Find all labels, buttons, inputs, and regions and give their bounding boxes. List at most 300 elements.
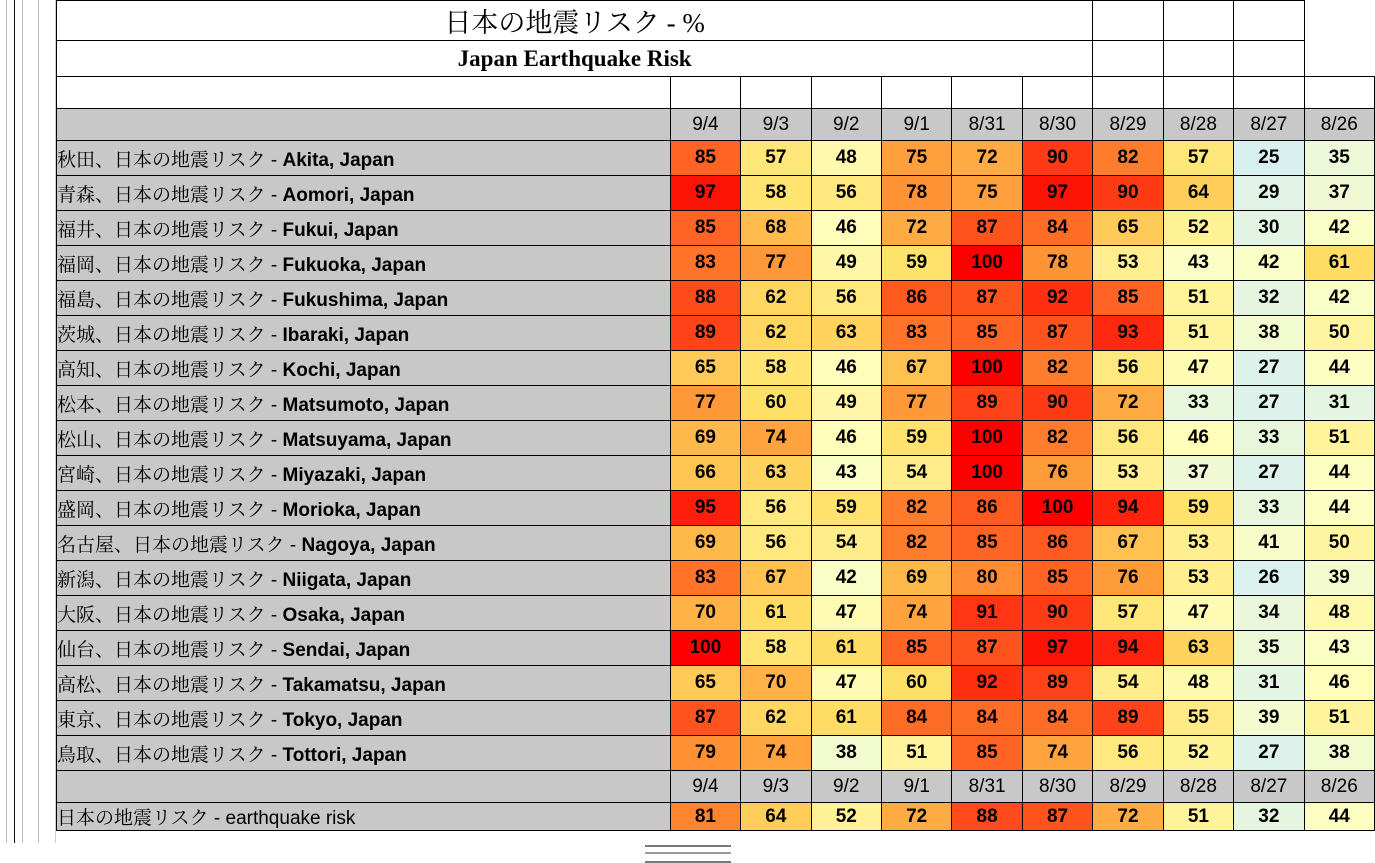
value-cell[interactable]: 56 [1093,351,1163,386]
value-cell[interactable]: 64 [1163,176,1233,211]
value-cell[interactable]: 61 [811,701,881,736]
value-cell[interactable]: 69 [670,526,740,561]
value-cell[interactable]: 76 [1022,456,1092,491]
value-cell[interactable]: 60 [741,386,811,421]
value-cell[interactable]: 85 [952,526,1022,561]
row-label-matsumoto[interactable] [57,386,671,421]
table-row [57,491,1375,526]
value-cell[interactable]: 72 [952,141,1022,176]
value-cell[interactable]: 46 [1304,666,1374,701]
table-row [57,176,1375,211]
value-cell[interactable]: 51 [1304,421,1374,456]
value-cell[interactable]: 35 [1304,141,1374,176]
column-header-9-2[interactable]: 9/2 [811,109,881,141]
value-cell[interactable]: 77 [670,386,740,421]
value-cell[interactable]: 83 [670,561,740,596]
empty-cell[interactable] [952,77,1022,109]
value-cell[interactable]: 39 [1234,701,1304,736]
value-cell[interactable]: 53 [1163,526,1233,561]
value-cell[interactable]: 38 [1304,736,1374,771]
empty-cell[interactable] [1093,1,1163,41]
value-cell[interactable]: 57 [1093,596,1163,631]
empty-cell[interactable] [1093,41,1163,77]
footer-column-header-8-26[interactable]: 8/26 [1304,771,1374,803]
value-cell[interactable]: 67 [1093,526,1163,561]
value-cell[interactable]: 84 [952,701,1022,736]
value-cell[interactable]: 48 [811,141,881,176]
row-label-miyazaki[interactable] [57,456,671,491]
clipped-value-cell[interactable]: 72 [1093,803,1163,831]
column-header-8-31[interactable]: 8/31 [952,109,1022,141]
value-cell[interactable]: 56 [1093,736,1163,771]
value-cell[interactable]: 56 [811,176,881,211]
value-cell[interactable]: 42 [1304,281,1374,316]
value-cell[interactable]: 57 [741,141,811,176]
value-cell[interactable]: 77 [881,386,951,421]
value-cell[interactable]: 90 [1022,141,1092,176]
clipped-value-cell[interactable]: 72 [881,803,951,831]
empty-cell[interactable] [881,77,951,109]
table-row [57,316,1375,351]
value-cell[interactable]: 100 [670,631,740,666]
value-cell[interactable]: 65 [1093,211,1163,246]
value-cell[interactable]: 67 [881,351,951,386]
value-cell[interactable]: 100 [952,421,1022,456]
value-cell[interactable]: 38 [811,736,881,771]
empty-cell[interactable] [1234,77,1304,109]
value-cell[interactable]: 87 [952,631,1022,666]
value-cell[interactable]: 100 [952,246,1022,281]
clipped-value-cell[interactable]: 44 [1304,803,1374,831]
value-cell[interactable]: 88 [670,281,740,316]
value-cell[interactable]: 75 [952,176,1022,211]
row-label-jp: 新潟、日本の地震リスク - [57,569,283,591]
value-cell[interactable]: 90 [1022,386,1092,421]
table-row [57,631,1375,666]
value-cell[interactable]: 74 [741,421,811,456]
value-cell[interactable]: 52 [1163,736,1233,771]
empty-cell[interactable] [1234,1,1304,41]
value-cell[interactable]: 72 [1093,386,1163,421]
value-cell[interactable]: 89 [1022,666,1092,701]
row-label-kochi[interactable] [57,351,671,386]
value-cell[interactable]: 58 [741,176,811,211]
row-label-tottori[interactable] [57,736,671,771]
row-label-niigata[interactable] [57,561,671,596]
value-cell[interactable]: 63 [1163,631,1233,666]
footer-column-header-9-3[interactable]: 9/3 [741,771,811,803]
value-cell[interactable]: 56 [741,526,811,561]
row-label-en: Sendai, Japan [282,639,411,661]
value-cell[interactable]: 82 [881,526,951,561]
clipped-value-cell[interactable]: 52 [811,803,881,831]
footer-column-header-8-30[interactable]: 8/30 [1022,771,1092,803]
value-cell[interactable]: 31 [1234,666,1304,701]
value-cell[interactable]: 82 [881,491,951,526]
footer-corner-cell[interactable] [57,771,671,803]
value-cell[interactable]: 39 [1304,561,1374,596]
value-cell[interactable]: 77 [741,246,811,281]
value-cell[interactable]: 27 [1234,736,1304,771]
value-cell[interactable]: 80 [952,561,1022,596]
row-label-osaka[interactable] [57,596,671,631]
value-cell[interactable]: 47 [811,666,881,701]
column-header-9-3[interactable]: 9/3 [741,109,811,141]
value-cell[interactable]: 95 [670,491,740,526]
value-cell[interactable]: 50 [1304,526,1374,561]
row-label-jp: 福島、日本の地震リスク - [57,289,283,311]
table-row [57,456,1375,491]
header-corner-cell[interactable] [57,109,671,141]
column-header-8-26[interactable]: 8/26 [1304,109,1374,141]
table-row [57,596,1375,631]
table-row [57,141,1375,176]
value-cell[interactable]: 90 [1093,176,1163,211]
value-cell[interactable]: 41 [1234,526,1304,561]
value-cell[interactable]: 54 [811,526,881,561]
value-cell[interactable]: 85 [881,631,951,666]
clipped-value-cell[interactable]: 88 [952,803,1022,831]
value-cell[interactable]: 51 [1304,701,1374,736]
table-row [57,666,1375,701]
value-cell[interactable]: 56 [811,281,881,316]
value-cell[interactable]: 53 [1163,561,1233,596]
row-label-fukuoka[interactable] [57,246,671,281]
row-label-aomori[interactable] [57,176,671,211]
row-label-jp: 名古屋、日本の地震リスク - [57,534,302,556]
chart-title-en: Japan Earthquake Risk [57,41,1093,77]
row-label-en: Matsuyama, Japan [282,429,452,451]
empty-cell[interactable] [670,77,740,109]
value-cell[interactable]: 51 [1163,281,1233,316]
value-cell[interactable]: 78 [1022,246,1092,281]
value-cell[interactable]: 87 [952,211,1022,246]
value-cell[interactable]: 70 [741,666,811,701]
value-cell[interactable]: 85 [952,736,1022,771]
value-cell[interactable]: 76 [1093,561,1163,596]
row-label-en: Akita, Japan [282,149,395,171]
value-cell[interactable]: 97 [1022,631,1092,666]
value-cell[interactable]: 54 [1093,666,1163,701]
row-label-jp: 東京、日本の地震リスク - [57,709,283,731]
value-cell[interactable]: 43 [1304,631,1374,666]
row-label-jp: 茨城、日本の地震リスク - [57,324,283,346]
empty-cell[interactable] [1163,1,1233,41]
value-cell[interactable]: 29 [1234,176,1304,211]
row-label-matsuyama[interactable] [57,421,671,456]
table-row [57,211,1375,246]
value-cell[interactable]: 46 [811,211,881,246]
clipped-value-cell[interactable]: 87 [1022,803,1092,831]
table-row [57,736,1375,771]
row-label-jp: 福岡、日本の地震リスク - [57,254,283,276]
clipped-value-cell[interactable]: 32 [1234,803,1304,831]
clipped-row [57,803,1375,831]
row-label-morioka[interactable] [57,491,671,526]
value-cell[interactable]: 97 [1022,176,1092,211]
value-cell[interactable]: 27 [1234,386,1304,421]
value-cell[interactable]: 74 [1022,736,1092,771]
empty-cell[interactable] [1304,77,1374,109]
value-cell[interactable]: 35 [1234,631,1304,666]
value-cell[interactable]: 55 [1163,701,1233,736]
value-cell[interactable]: 42 [811,561,881,596]
value-cell[interactable]: 74 [741,736,811,771]
row-label-en: Tokyo, Japan [282,709,403,731]
footer-column-header-9-2[interactable]: 9/2 [811,771,881,803]
row-label-jp: 高知、日本の地震リスク - [57,359,283,381]
value-cell[interactable]: 46 [811,351,881,386]
value-cell[interactable]: 69 [670,421,740,456]
value-cell[interactable]: 62 [741,281,811,316]
value-cell[interactable]: 69 [881,561,951,596]
value-cell[interactable]: 78 [881,176,951,211]
value-cell[interactable]: 31 [1304,386,1374,421]
value-cell[interactable]: 42 [1234,246,1304,281]
value-cell[interactable]: 61 [811,631,881,666]
value-cell[interactable]: 44 [1304,351,1374,386]
value-cell[interactable]: 94 [1093,631,1163,666]
row-label-jp: 大阪、日本の地震リスク - [57,604,283,626]
value-cell[interactable]: 84 [881,701,951,736]
clipped-value-cell[interactable]: 51 [1163,803,1233,831]
row-label-jp: 高松、日本の地震リスク - [57,674,283,696]
value-cell[interactable]: 72 [881,211,951,246]
column-header-8-29[interactable]: 8/29 [1093,109,1163,141]
row-label-fukui[interactable] [57,211,671,246]
value-cell[interactable]: 52 [1163,211,1233,246]
value-cell[interactable]: 79 [670,736,740,771]
row-label-ibaraki[interactable] [57,316,671,351]
value-cell[interactable]: 85 [670,211,740,246]
value-cell[interactable]: 65 [670,666,740,701]
clipped-row-label[interactable]: 日本の地震リスク - earthquake risk [57,803,671,831]
table-row [57,246,1375,281]
footer-column-header-9-1[interactable]: 9/1 [881,771,951,803]
row-header-rail [0,0,56,861]
value-cell[interactable]: 44 [1304,491,1374,526]
row-label-en: Takamatsu, Japan [282,674,446,696]
value-cell[interactable]: 43 [811,456,881,491]
spacer-row [57,77,1375,109]
value-cell[interactable]: 61 [741,596,811,631]
value-cell[interactable]: 58 [741,631,811,666]
value-cell[interactable]: 87 [670,701,740,736]
value-cell[interactable]: 43 [1163,246,1233,281]
value-cell[interactable]: 93 [1093,316,1163,351]
empty-cell[interactable] [1234,41,1304,77]
value-cell[interactable]: 56 [1093,421,1163,456]
value-cell[interactable]: 87 [1022,316,1092,351]
value-cell[interactable]: 100 [952,456,1022,491]
value-cell[interactable]: 49 [811,246,881,281]
value-cell[interactable]: 97 [670,176,740,211]
row-label-en: Fukuoka, Japan [282,254,427,276]
value-cell[interactable]: 65 [670,351,740,386]
value-cell[interactable]: 32 [1234,281,1304,316]
row-label-sendai[interactable] [57,631,671,666]
value-cell[interactable]: 67 [741,561,811,596]
value-cell[interactable]: 47 [1163,351,1233,386]
scrollbar-thumb[interactable] [645,845,731,863]
column-header-9-1[interactable]: 9/1 [881,109,951,141]
table-row [57,351,1375,386]
row-label-en: Niigata, Japan [282,569,412,591]
footer-column-header-8-27[interactable]: 8/27 [1234,771,1304,803]
value-cell[interactable]: 54 [881,456,951,491]
value-cell[interactable]: 68 [741,211,811,246]
row-label-en: Tottori, Japan [282,744,407,766]
value-cell[interactable]: 86 [952,491,1022,526]
row-label-jp: 青森、日本の地震リスク - [57,184,283,206]
row-label-jp: 盛岡、日本の地震リスク - [57,499,283,521]
empty-cell[interactable] [1163,77,1233,109]
value-cell[interactable]: 84 [1022,701,1092,736]
clipped-value-cell[interactable]: 81 [670,803,740,831]
value-cell[interactable]: 46 [1163,421,1233,456]
value-cell[interactable]: 38 [1234,316,1304,351]
title-row [57,1,1375,41]
value-cell[interactable]: 62 [741,701,811,736]
value-cell[interactable]: 51 [881,736,951,771]
value-cell[interactable]: 33 [1163,386,1233,421]
value-cell[interactable]: 59 [881,421,951,456]
value-cell[interactable]: 84 [1022,211,1092,246]
value-cell[interactable]: 61 [1304,246,1374,281]
value-cell[interactable]: 25 [1234,141,1304,176]
value-cell[interactable]: 33 [1234,491,1304,526]
value-cell[interactable]: 70 [670,596,740,631]
value-cell[interactable]: 59 [881,246,951,281]
value-cell[interactable]: 58 [741,351,811,386]
value-cell[interactable]: 89 [1093,701,1163,736]
column-header-8-28[interactable]: 8/28 [1163,109,1233,141]
value-cell[interactable]: 27 [1234,351,1304,386]
empty-cell[interactable] [1093,77,1163,109]
value-cell[interactable]: 47 [811,596,881,631]
row-label-nagoya[interactable] [57,526,671,561]
table-row [57,561,1375,596]
footer-column-header-8-31[interactable]: 8/31 [952,771,1022,803]
value-cell[interactable]: 48 [1304,596,1374,631]
row-label-en: Osaka, Japan [282,604,406,626]
footer-column-header-8-29[interactable]: 8/29 [1093,771,1163,803]
row-label-jp: 福井、日本の地震リスク - [57,219,283,241]
value-cell[interactable]: 48 [1163,666,1233,701]
clipped-value-cell[interactable]: 64 [741,803,811,831]
value-cell[interactable]: 82 [1022,351,1092,386]
value-cell[interactable]: 86 [1022,526,1092,561]
value-cell[interactable]: 53 [1093,456,1163,491]
row-label-en: Aomori, Japan [282,184,415,206]
value-cell[interactable]: 46 [811,421,881,456]
value-cell[interactable]: 33 [1234,421,1304,456]
value-cell[interactable]: 89 [952,386,1022,421]
value-cell[interactable]: 57 [1163,141,1233,176]
value-cell[interactable]: 51 [1163,316,1233,351]
footer-header-row [57,771,1375,803]
value-cell[interactable]: 44 [1304,456,1374,491]
row-label-akita[interactable] [57,141,671,176]
subtitle-row [57,41,1375,77]
value-cell[interactable]: 37 [1304,176,1374,211]
empty-cell[interactable] [1163,41,1233,77]
value-cell[interactable]: 91 [952,596,1022,631]
column-header-8-30[interactable]: 8/30 [1022,109,1092,141]
value-cell[interactable]: 85 [952,316,1022,351]
value-cell[interactable]: 94 [1093,491,1163,526]
column-header-8-27[interactable]: 8/27 [1234,109,1304,141]
row-label-jp: 宮崎、日本の地震リスク - [57,464,283,486]
value-cell[interactable]: 90 [1022,596,1092,631]
empty-cell[interactable] [741,77,811,109]
row-label-en: Matsumoto, Japan [282,394,450,416]
row-label-jp: 松本、日本の地震リスク - [57,394,283,416]
value-cell[interactable]: 83 [881,316,951,351]
row-label-jp: 松山、日本の地震リスク - [57,429,283,451]
value-cell[interactable]: 100 [1022,491,1092,526]
row-label-takamatsu[interactable] [57,666,671,701]
value-cell[interactable]: 53 [1093,246,1163,281]
value-cell[interactable]: 85 [1093,281,1163,316]
value-cell[interactable]: 42 [1304,211,1374,246]
horizontal-scrollbar[interactable] [0,843,1375,861]
column-header-9-4[interactable]: 9/4 [670,109,740,141]
table-row [57,421,1375,456]
value-cell[interactable]: 92 [1022,281,1092,316]
value-cell[interactable]: 50 [1304,316,1374,351]
footer-column-header-9-4[interactable]: 9/4 [670,771,740,803]
row-label-en: Kochi, Japan [282,359,401,381]
value-cell[interactable]: 89 [670,316,740,351]
value-cell[interactable]: 62 [741,316,811,351]
empty-cell[interactable] [811,77,881,109]
value-cell[interactable]: 83 [670,246,740,281]
value-cell[interactable]: 87 [952,281,1022,316]
value-cell[interactable]: 63 [741,456,811,491]
value-cell[interactable]: 60 [881,666,951,701]
value-cell[interactable]: 85 [670,141,740,176]
value-cell[interactable]: 75 [881,141,951,176]
value-cell[interactable]: 27 [1234,456,1304,491]
value-cell[interactable]: 34 [1234,596,1304,631]
value-cell[interactable]: 74 [881,596,951,631]
value-cell[interactable]: 59 [1163,491,1233,526]
footer-column-header-8-28[interactable]: 8/28 [1163,771,1233,803]
value-cell[interactable]: 59 [811,491,881,526]
value-cell[interactable]: 30 [1234,211,1304,246]
value-cell[interactable]: 86 [881,281,951,316]
row-label-tokyo[interactable] [57,701,671,736]
row-label-en: Ibaraki, Japan [282,324,410,346]
value-cell[interactable]: 66 [670,456,740,491]
value-cell[interactable]: 92 [952,666,1022,701]
value-cell[interactable]: 82 [1093,141,1163,176]
value-cell[interactable]: 63 [811,316,881,351]
value-cell[interactable]: 100 [952,351,1022,386]
value-cell[interactable]: 47 [1163,596,1233,631]
row-label-fukushima[interactable] [57,281,671,316]
value-cell[interactable]: 82 [1022,421,1092,456]
value-cell[interactable]: 85 [1022,561,1092,596]
empty-cell[interactable] [57,77,671,109]
value-cell[interactable]: 26 [1234,561,1304,596]
value-cell[interactable]: 49 [811,386,881,421]
value-cell[interactable]: 56 [741,491,811,526]
value-cell[interactable]: 37 [1163,456,1233,491]
row-label-en: Miyazaki, Japan [282,464,427,486]
empty-cell[interactable] [1022,77,1092,109]
